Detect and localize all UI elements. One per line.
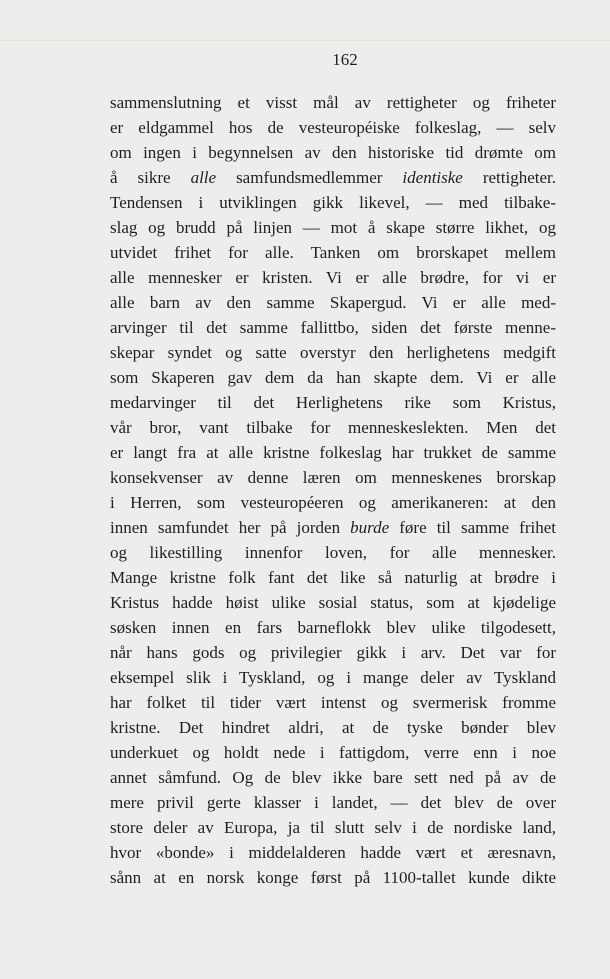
text-line [110, 790, 556, 815]
text-line [110, 515, 556, 540]
text-line [110, 340, 556, 365]
text-segment: om ingen i begynnelsen av den historiske tid drømte om [110, 143, 556, 162]
text-line [110, 540, 556, 565]
text-line [110, 415, 556, 440]
text-line [110, 215, 556, 240]
text-line [110, 240, 556, 265]
text-segment: alle mennesker er kristen. Vi er alle brødre, for vi er [110, 268, 556, 287]
body-text [110, 90, 556, 890]
text-segment: medarvinger til det Herlighetens rike som Kristus, [110, 393, 556, 412]
text-segment: rettigheter. [462, 168, 556, 187]
text-line [110, 290, 556, 315]
text-line [110, 740, 556, 765]
text-segment: når hans gods og privilegier gikk i arv. Det var for [110, 643, 556, 662]
text-line [110, 165, 556, 190]
text-segment: føre til samme frihet [389, 518, 556, 537]
text-line [110, 490, 556, 515]
text-segment: utvidet frihet for alle. Tanken om brorskapet mellem [110, 243, 556, 262]
text-segment: å sikre [110, 168, 191, 187]
text-line [110, 365, 556, 390]
text-segment: alle barn av den samme Skapergud. Vi er alle med- [110, 293, 556, 312]
text-line [110, 390, 556, 415]
text-segment: er langt fra at alle kristne folkeslag har trukket de samme [110, 443, 556, 462]
text-segment: Kristus hadde høist ulike sosial status, som at kjødelige [110, 593, 556, 612]
text-line [110, 265, 556, 290]
text-line [110, 815, 556, 840]
text-segment: samfundsmedlemmer [216, 168, 403, 187]
text-segment: søsken innen en fars barneflokk blev ulike tilgodesett, [110, 618, 556, 637]
italic-word: burde [350, 518, 390, 537]
text-line [110, 140, 556, 165]
text-line [110, 90, 556, 115]
text-segment: kristne. Det hindret aldri, at de tyske bønder blev [110, 718, 556, 737]
text-line [110, 565, 556, 590]
text-segment: skepar syndet og satte overstyr den herlighetens medgift [110, 343, 556, 362]
text-segment: sånn at en norsk konge først på 1100-tallet kunde dikte [110, 868, 556, 887]
text-line [110, 665, 556, 690]
page-edge-line [0, 40, 610, 41]
text-segment: konsekvenser av denne læren om menneskenes brorskap [110, 468, 556, 487]
text-segment: store deler av Europa, ja til slutt selv i de nordiske land, [110, 818, 556, 837]
page-number: 162 [332, 50, 358, 69]
text-segment: Tendensen i utviklingen gikk likevel, — med tilbake- [110, 193, 556, 212]
text-segment: vår bror, vant tilbake for menneskeslekten. Men det [110, 418, 556, 437]
text-segment: er eldgammel hos de vesteuropéiske folkeslag, — selv [110, 118, 556, 137]
text-segment: underkuet og holdt nede i fattigdom, verre enn i noe [110, 743, 556, 762]
text-line [110, 840, 556, 865]
text-segment: Mange kristne folk fant det like så naturlig at brødre i [110, 568, 556, 587]
text-segment: har folket til tider vært intenst og svermerisk fromme [110, 693, 556, 712]
text-line [110, 115, 556, 140]
italic-word: identiske [402, 168, 463, 187]
text-segment: mere privil gerte klasser i landet, — det blev de over [110, 793, 556, 812]
text-line [110, 465, 556, 490]
italic-word: alle [190, 168, 217, 187]
text-segment: slag og brudd på linjen — mot å skape større likhet, og [110, 218, 556, 237]
text-segment: sammenslutning et visst mål av rettigheter og friheter [110, 93, 556, 112]
text-segment: innen samfundet her på jorden [110, 518, 351, 537]
text-line [110, 190, 556, 215]
text-line [110, 590, 556, 615]
text-segment: arvinger til det samme fallittbo, siden det første menne- [110, 318, 556, 337]
text-line [110, 690, 556, 715]
text-segment: i Herren, som vesteuropéeren og amerikaneren: at den [110, 493, 556, 512]
text-line [110, 315, 556, 340]
text-line [110, 715, 556, 740]
text-line [110, 865, 556, 890]
text-segment: som Skaperen gav dem da han skapte dem. Vi er alle [110, 368, 556, 387]
text-segment: annet såmfund. Og de blev ikke bare sett ned på av de [110, 768, 556, 787]
text-segment: eksempel slik i Tyskland, og i mange deler av Tyskland [110, 668, 556, 687]
text-line [110, 440, 556, 465]
text-line [110, 615, 556, 640]
text-line [110, 765, 556, 790]
text-line [110, 640, 556, 665]
text-segment: hvor «bonde» i middelalderen hadde vært et æresnavn, [110, 843, 556, 862]
text-segment: og likestilling innenfor loven, for alle mennesker. [110, 543, 556, 562]
